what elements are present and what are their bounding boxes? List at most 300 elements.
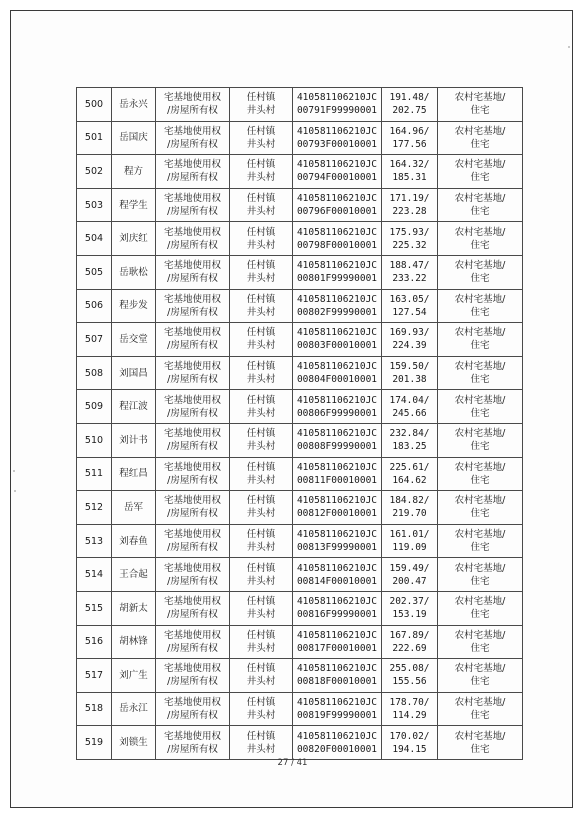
land-use-line-2: 住宅 [470,508,490,520]
location-line-1: 任村镇 [246,663,276,675]
right-type-cell [156,524,230,558]
table-row [77,390,523,424]
location-line-2: 井头村 [246,676,276,688]
area-line-2: 224.39 [392,340,427,352]
owner-name-cell: 刘广生 [112,659,156,693]
area-cell [382,188,438,222]
land-use-line-1: 农村宅基地/ [454,159,506,171]
right-type-line-2: /房屋所有权 [167,172,218,184]
owner-name-cell: 刘计书 [112,423,156,457]
row-number-cell: 501 [77,121,112,155]
unit-code-line-1: 410581106210JC [296,361,378,373]
area-line-1: 255.08/ [389,663,430,675]
area-line-2: 219.70 [392,508,427,520]
unit-code-line-2: 00804F00010001 [296,374,378,386]
right-type-line-2: /房屋所有权 [167,743,218,755]
area-line-2: 223.28 [392,206,427,218]
right-type-cell [156,625,230,659]
row-number-cell: 504 [77,222,112,256]
right-type-line-2: /房屋所有权 [167,105,218,117]
unit-code-cell [293,88,382,122]
unit-code-line-2: 00812F00010001 [296,508,378,520]
land-use-cell [438,457,523,491]
land-use-line-1: 农村宅基地/ [454,696,506,708]
area-line-1: 164.32/ [389,159,430,171]
area-line-2: 185.31 [392,172,427,184]
row-number-cell: 500 [77,88,112,122]
location-line-2: 井头村 [246,407,276,419]
land-use-line-1: 农村宅基地/ [454,361,506,373]
area-cell [382,121,438,155]
table-row [77,121,523,155]
location-cell [230,591,293,625]
unit-code-cell [293,524,382,558]
unit-code-line-1: 410581106210JC [296,629,378,641]
unit-code-line-1: 410581106210JC [296,159,378,171]
location-cell [230,558,293,592]
right-type-line-1: 宅基地使用权 [163,696,221,708]
area-line-2: 194.15 [392,743,427,755]
land-use-cell [438,390,523,424]
land-use-cell [438,625,523,659]
scan-speck [568,46,570,48]
location-cell [230,188,293,222]
location-line-1: 任村镇 [246,495,276,507]
area-line-2: 225.32 [392,239,427,251]
location-line-2: 井头村 [246,239,276,251]
table-row [77,591,523,625]
location-line-2: 井头村 [246,138,276,150]
unit-code-line-2: 00806F99990001 [296,407,378,419]
right-type-cell [156,726,230,760]
registry-table [76,87,523,760]
right-type-cell [156,659,230,693]
right-type-cell [156,558,230,592]
right-type-line-2: /房屋所有权 [167,306,218,318]
table-row [77,88,523,122]
right-type-line-2: /房屋所有权 [167,709,218,721]
row-number-cell: 503 [77,188,112,222]
location-line-1: 任村镇 [246,562,276,574]
row-number-cell: 508 [77,356,112,390]
right-type-cell [156,255,230,289]
land-use-line-2: 住宅 [470,676,490,688]
area-cell [382,289,438,323]
area-cell [382,423,438,457]
unit-code-line-1: 410581106210JC [296,461,378,473]
unit-code-cell [293,289,382,323]
unit-code-cell [293,356,382,390]
location-cell [230,491,293,525]
unit-code-line-2: 00791F99990001 [296,105,378,117]
area-line-1: 202.37/ [389,596,430,608]
right-type-line-2: /房屋所有权 [167,273,218,285]
unit-code-line-2: 00798F00010001 [296,239,378,251]
location-cell [230,726,293,760]
owner-name-cell: 程江波 [112,390,156,424]
right-type-line-2: /房屋所有权 [167,609,218,621]
unit-code-line-1: 410581106210JC [296,92,378,104]
right-type-cell [156,289,230,323]
row-number-cell: 513 [77,524,112,558]
land-use-line-1: 农村宅基地/ [454,327,506,339]
location-line-1: 任村镇 [246,394,276,406]
land-use-line-2: 住宅 [470,609,490,621]
area-cell [382,457,438,491]
unit-code-cell [293,188,382,222]
unit-code-line-2: 00803F00010001 [296,340,378,352]
right-type-line-2: /房屋所有权 [167,206,218,218]
location-line-1: 任村镇 [246,92,276,104]
right-type-line-1: 宅基地使用权 [163,327,221,339]
area-line-1: 170.02/ [389,730,430,742]
land-use-cell [438,558,523,592]
location-line-1: 任村镇 [246,529,276,541]
location-cell [230,121,293,155]
unit-code-line-1: 410581106210JC [296,730,378,742]
location-cell [230,155,293,189]
unit-code-line-2: 00820F00010001 [296,743,378,755]
right-type-line-2: /房屋所有权 [167,340,218,352]
location-line-1: 任村镇 [246,125,276,137]
location-line-1: 任村镇 [246,596,276,608]
unit-code-line-2: 00793F00010001 [296,138,378,150]
area-line-1: 169.93/ [389,327,430,339]
location-line-2: 井头村 [246,105,276,117]
row-number-cell: 517 [77,659,112,693]
right-type-cell [156,390,230,424]
row-number-cell: 505 [77,255,112,289]
owner-name-cell: 岳军 [112,491,156,525]
location-cell [230,659,293,693]
right-type-line-1: 宅基地使用权 [163,529,221,541]
location-cell [230,692,293,726]
owner-name-cell: 刘春鱼 [112,524,156,558]
unit-code-line-2: 00801F99990001 [296,273,378,285]
land-use-line-1: 农村宅基地/ [454,562,506,574]
table-row [77,659,523,693]
area-line-1: 178.70/ [389,696,430,708]
table-row [77,289,523,323]
location-line-2: 井头村 [246,273,276,285]
land-use-cell [438,121,523,155]
area-cell [382,390,438,424]
land-use-cell [438,692,523,726]
right-type-cell [156,155,230,189]
land-use-line-2: 住宅 [470,374,490,386]
unit-code-cell [293,390,382,424]
location-line-2: 井头村 [246,206,276,218]
right-type-line-1: 宅基地使用权 [163,260,221,272]
unit-code-cell [293,121,382,155]
land-use-line-1: 农村宅基地/ [454,226,506,238]
right-type-line-1: 宅基地使用权 [163,428,221,440]
unit-code-line-1: 410581106210JC [296,226,378,238]
unit-code-line-2: 00816F99990001 [296,609,378,621]
right-type-cell [156,188,230,222]
land-use-line-1: 农村宅基地/ [454,125,506,137]
location-cell [230,390,293,424]
location-cell [230,222,293,256]
land-use-cell [438,524,523,558]
right-type-line-2: /房屋所有权 [167,642,218,654]
table-row [77,692,523,726]
land-use-line-2: 住宅 [470,172,490,184]
area-line-1: 188.47/ [389,260,430,272]
land-use-line-2: 住宅 [470,239,490,251]
area-line-2: 114.29 [392,709,427,721]
unit-code-line-1: 410581106210JC [296,663,378,675]
right-type-line-2: /房屋所有权 [167,474,218,486]
unit-code-cell [293,423,382,457]
land-use-line-1: 农村宅基地/ [454,428,506,440]
unit-code-line-2: 00819F99990001 [296,709,378,721]
location-cell [230,625,293,659]
area-line-2: 245.66 [392,407,427,419]
owner-name-cell: 王合起 [112,558,156,592]
location-line-1: 任村镇 [246,293,276,305]
area-cell [382,356,438,390]
land-use-line-2: 住宅 [470,273,490,285]
unit-code-line-1: 410581106210JC [296,327,378,339]
location-line-2: 井头村 [246,575,276,587]
location-line-1: 任村镇 [246,226,276,238]
area-line-1: 161.01/ [389,529,430,541]
right-type-cell [156,692,230,726]
row-number-cell: 507 [77,323,112,357]
area-cell [382,558,438,592]
unit-code-line-1: 410581106210JC [296,293,378,305]
table-row [77,356,523,390]
owner-name-cell: 刘庆红 [112,222,156,256]
unit-code-line-1: 410581106210JC [296,529,378,541]
location-line-2: 井头村 [246,642,276,654]
row-number-cell: 519 [77,726,112,760]
area-line-2: 222.69 [392,642,427,654]
right-type-line-2: /房屋所有权 [167,575,218,587]
owner-name-cell: 胡新太 [112,591,156,625]
right-type-line-1: 宅基地使用权 [163,562,221,574]
right-type-line-1: 宅基地使用权 [163,663,221,675]
right-type-line-2: /房屋所有权 [167,542,218,554]
table-row [77,457,523,491]
area-line-1: 232.84/ [389,428,430,440]
right-type-line-1: 宅基地使用权 [163,394,221,406]
table-row [77,255,523,289]
area-line-1: 174.04/ [389,394,430,406]
area-line-1: 171.19/ [389,193,430,205]
right-type-line-1: 宅基地使用权 [163,92,221,104]
land-use-cell [438,323,523,357]
area-line-1: 159.49/ [389,562,430,574]
row-number-cell: 515 [77,591,112,625]
unit-code-cell [293,726,382,760]
right-type-line-1: 宅基地使用权 [163,361,221,373]
land-use-cell [438,423,523,457]
owner-name-cell: 程红昌 [112,457,156,491]
land-use-cell [438,726,523,760]
land-use-line-2: 住宅 [470,575,490,587]
owner-name-cell: 刘国昌 [112,356,156,390]
location-line-2: 井头村 [246,743,276,755]
land-use-line-2: 住宅 [470,138,490,150]
table-row [77,491,523,525]
land-use-line-2: 住宅 [470,105,490,117]
right-type-cell [156,423,230,457]
unit-code-line-1: 410581106210JC [296,562,378,574]
table-row [77,155,523,189]
location-cell [230,289,293,323]
right-type-cell [156,88,230,122]
area-line-1: 159.50/ [389,361,430,373]
row-number-cell: 509 [77,390,112,424]
land-use-cell [438,222,523,256]
land-use-line-1: 农村宅基地/ [454,529,506,541]
unit-code-line-2: 00802F99990001 [296,306,378,318]
owner-name-cell: 岳耿松 [112,255,156,289]
area-line-1: 164.96/ [389,125,430,137]
area-line-2: 164.62 [392,474,427,486]
land-use-line-2: 住宅 [470,709,490,721]
land-use-line-2: 住宅 [470,474,490,486]
table-row [77,222,523,256]
unit-code-line-2: 00808F99990001 [296,441,378,453]
location-line-1: 任村镇 [246,327,276,339]
area-line-2: 177.56 [392,138,427,150]
owner-name-cell: 岳国庆 [112,121,156,155]
land-use-cell [438,491,523,525]
unit-code-line-1: 410581106210JC [296,428,378,440]
location-line-2: 井头村 [246,609,276,621]
land-use-line-2: 住宅 [470,340,490,352]
location-cell [230,423,293,457]
unit-code-cell [293,591,382,625]
land-use-cell [438,591,523,625]
table-row [77,323,523,357]
location-line-1: 任村镇 [246,461,276,473]
row-number-cell: 510 [77,423,112,457]
right-type-line-2: /房屋所有权 [167,676,218,688]
row-number-cell: 518 [77,692,112,726]
location-line-1: 任村镇 [246,159,276,171]
unit-code-line-1: 410581106210JC [296,495,378,507]
right-type-cell [156,356,230,390]
unit-code-cell [293,255,382,289]
land-use-cell [438,659,523,693]
table-row [77,423,523,457]
unit-code-line-2: 00814F00010001 [296,575,378,587]
unit-code-cell [293,323,382,357]
area-line-1: 167.89/ [389,629,430,641]
row-number-cell: 506 [77,289,112,323]
right-type-cell [156,591,230,625]
location-line-2: 井头村 [246,542,276,554]
area-line-1: 184.82/ [389,495,430,507]
unit-code-line-2: 00796F00010001 [296,206,378,218]
unit-code-cell [293,491,382,525]
row-number-cell: 514 [77,558,112,592]
right-type-line-2: /房屋所有权 [167,374,218,386]
area-line-1: 163.05/ [389,293,430,305]
unit-code-cell [293,155,382,189]
right-type-line-1: 宅基地使用权 [163,125,221,137]
owner-name-cell: 胡林锋 [112,625,156,659]
unit-code-cell [293,692,382,726]
unit-code-line-2: 00818F00010001 [296,676,378,688]
area-cell [382,222,438,256]
right-type-line-2: /房屋所有权 [167,138,218,150]
unit-code-cell [293,558,382,592]
area-line-1: 225.61/ [389,461,430,473]
land-use-line-2: 住宅 [470,407,490,419]
location-line-2: 井头村 [246,340,276,352]
area-cell [382,524,438,558]
unit-code-line-2: 00817F00010001 [296,642,378,654]
unit-code-line-1: 410581106210JC [296,596,378,608]
right-type-line-1: 宅基地使用权 [163,159,221,171]
area-line-2: 153.19 [392,609,427,621]
location-cell [230,88,293,122]
location-cell [230,255,293,289]
area-cell [382,726,438,760]
right-type-line-2: /房屋所有权 [167,441,218,453]
area-cell [382,255,438,289]
right-type-cell [156,323,230,357]
page-number: 27 / 41 [277,758,308,768]
row-number-cell: 502 [77,155,112,189]
land-use-line-1: 农村宅基地/ [454,461,506,473]
location-line-2: 井头村 [246,441,276,453]
land-use-line-1: 农村宅基地/ [454,629,506,641]
location-cell [230,356,293,390]
land-use-line-1: 农村宅基地/ [454,730,506,742]
land-use-line-2: 住宅 [470,206,490,218]
row-number-cell: 512 [77,491,112,525]
scan-speck [14,490,16,492]
owner-name-cell: 程学生 [112,188,156,222]
area-line-2: 183.25 [392,441,427,453]
unit-code-cell [293,659,382,693]
location-line-1: 任村镇 [246,696,276,708]
land-use-cell [438,289,523,323]
area-line-1: 175.93/ [389,226,430,238]
location-line-1: 任村镇 [246,361,276,373]
unit-code-line-2: 00794F00010001 [296,172,378,184]
owner-name-cell: 程步发 [112,289,156,323]
table-row [77,524,523,558]
land-use-line-2: 住宅 [470,542,490,554]
right-type-line-2: /房屋所有权 [167,239,218,251]
location-line-1: 任村镇 [246,730,276,742]
area-line-2: 155.56 [392,676,427,688]
land-use-line-1: 农村宅基地/ [454,92,506,104]
table-row [77,188,523,222]
right-type-cell [156,491,230,525]
row-number-cell: 516 [77,625,112,659]
right-type-line-2: /房屋所有权 [167,407,218,419]
area-cell [382,692,438,726]
unit-code-cell [293,222,382,256]
land-use-line-2: 住宅 [470,642,490,654]
area-cell [382,491,438,525]
location-line-1: 任村镇 [246,428,276,440]
location-line-1: 任村镇 [246,629,276,641]
right-type-line-2: /房屋所有权 [167,508,218,520]
unit-code-cell [293,625,382,659]
location-line-2: 井头村 [246,172,276,184]
unit-code-line-1: 410581106210JC [296,696,378,708]
land-use-cell [438,155,523,189]
